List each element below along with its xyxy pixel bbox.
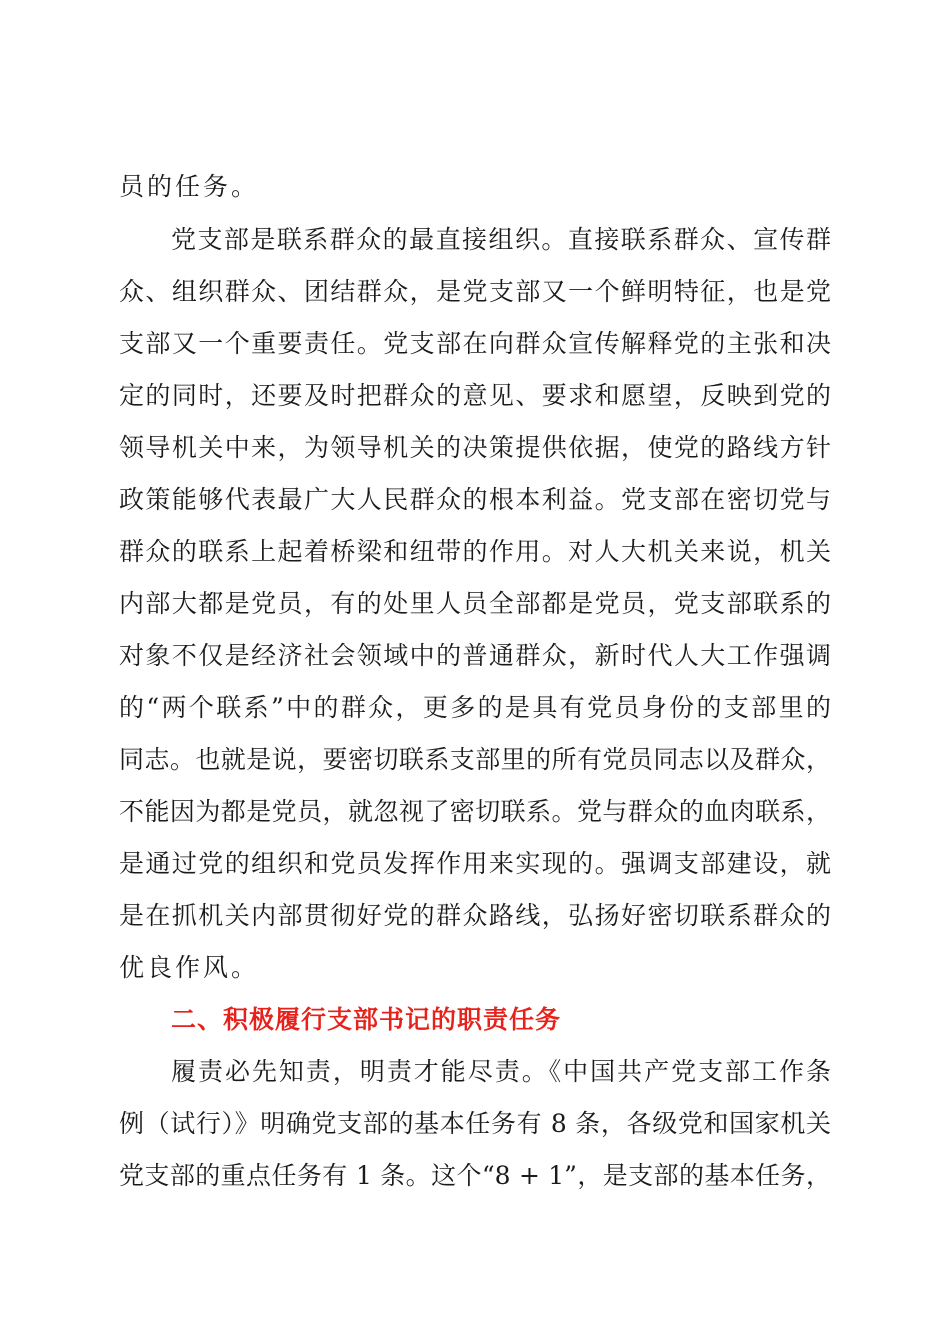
paragraph-line: 优良作风。 [119, 953, 260, 982]
paragraph-line: 员的任务。 [119, 172, 260, 201]
paragraph-line: 定的同时，还要及时把群众的意见、要求和愿望，反映到党的 [119, 381, 831, 410]
paragraph-line: 政策能够代表最广大人民群众的根本利益。党支部在密切党与 [119, 485, 831, 514]
paragraph-line: 内部大都是党员，有的处里人员全部都是党员，党支部联系的 [119, 589, 831, 618]
paragraph-line: 群众的联系上起着桥梁和纽带的作用。对人大机关来说，机关 [119, 537, 831, 566]
paragraph-line: 是通过党的组织和党员发挥作用来实现的。强调支部建设，就 [119, 849, 831, 878]
paragraph-line: 众、组织群众、团结群众，是党支部又一个鲜明特征，也是党 [119, 277, 831, 306]
paragraph-line: 不能因为都是党员，就忽视了密切联系。党与群众的血肉联系， [119, 797, 831, 826]
paragraph-line: 支部又一个重要责任。党支部在向群众宣传解释党的主张和决 [119, 329, 831, 358]
paragraph-line: 例（试行）》明确党支部的基本任务有 8 条，各级党和国家机关 [119, 1109, 831, 1138]
paragraph-line: 党支部是联系群众的最直接组织。直接联系群众、宣传群 [171, 225, 831, 254]
paragraph-line: 对象不仅是经济社会领域中的普通群众，新时代人大工作强调 [119, 641, 831, 670]
paragraph-line: 履责必先知责，明责才能尽责。《中国共产党支部工作条 [171, 1057, 831, 1086]
paragraph-line: 是在抓机关内部贯彻好党的群众路线，弘扬好密切联系群众的 [119, 901, 831, 930]
paragraph-line: 党支部的重点任务有 1 条。这个“8 + 1”，是支部的基本任务， [119, 1161, 831, 1190]
section-heading: 二、积极履行支部书记的职责任务 [171, 1005, 562, 1034]
paragraph-line: 的“两个联系”中的群众，更多的是具有党员身份的支部里的 [119, 693, 831, 722]
paragraph-line: 同志。也就是说，要密切联系支部里的所有党员同志以及群众， [119, 745, 831, 774]
paragraph-line: 领导机关中来，为领导机关的决策提供依据，使党的路线方针 [119, 433, 831, 462]
